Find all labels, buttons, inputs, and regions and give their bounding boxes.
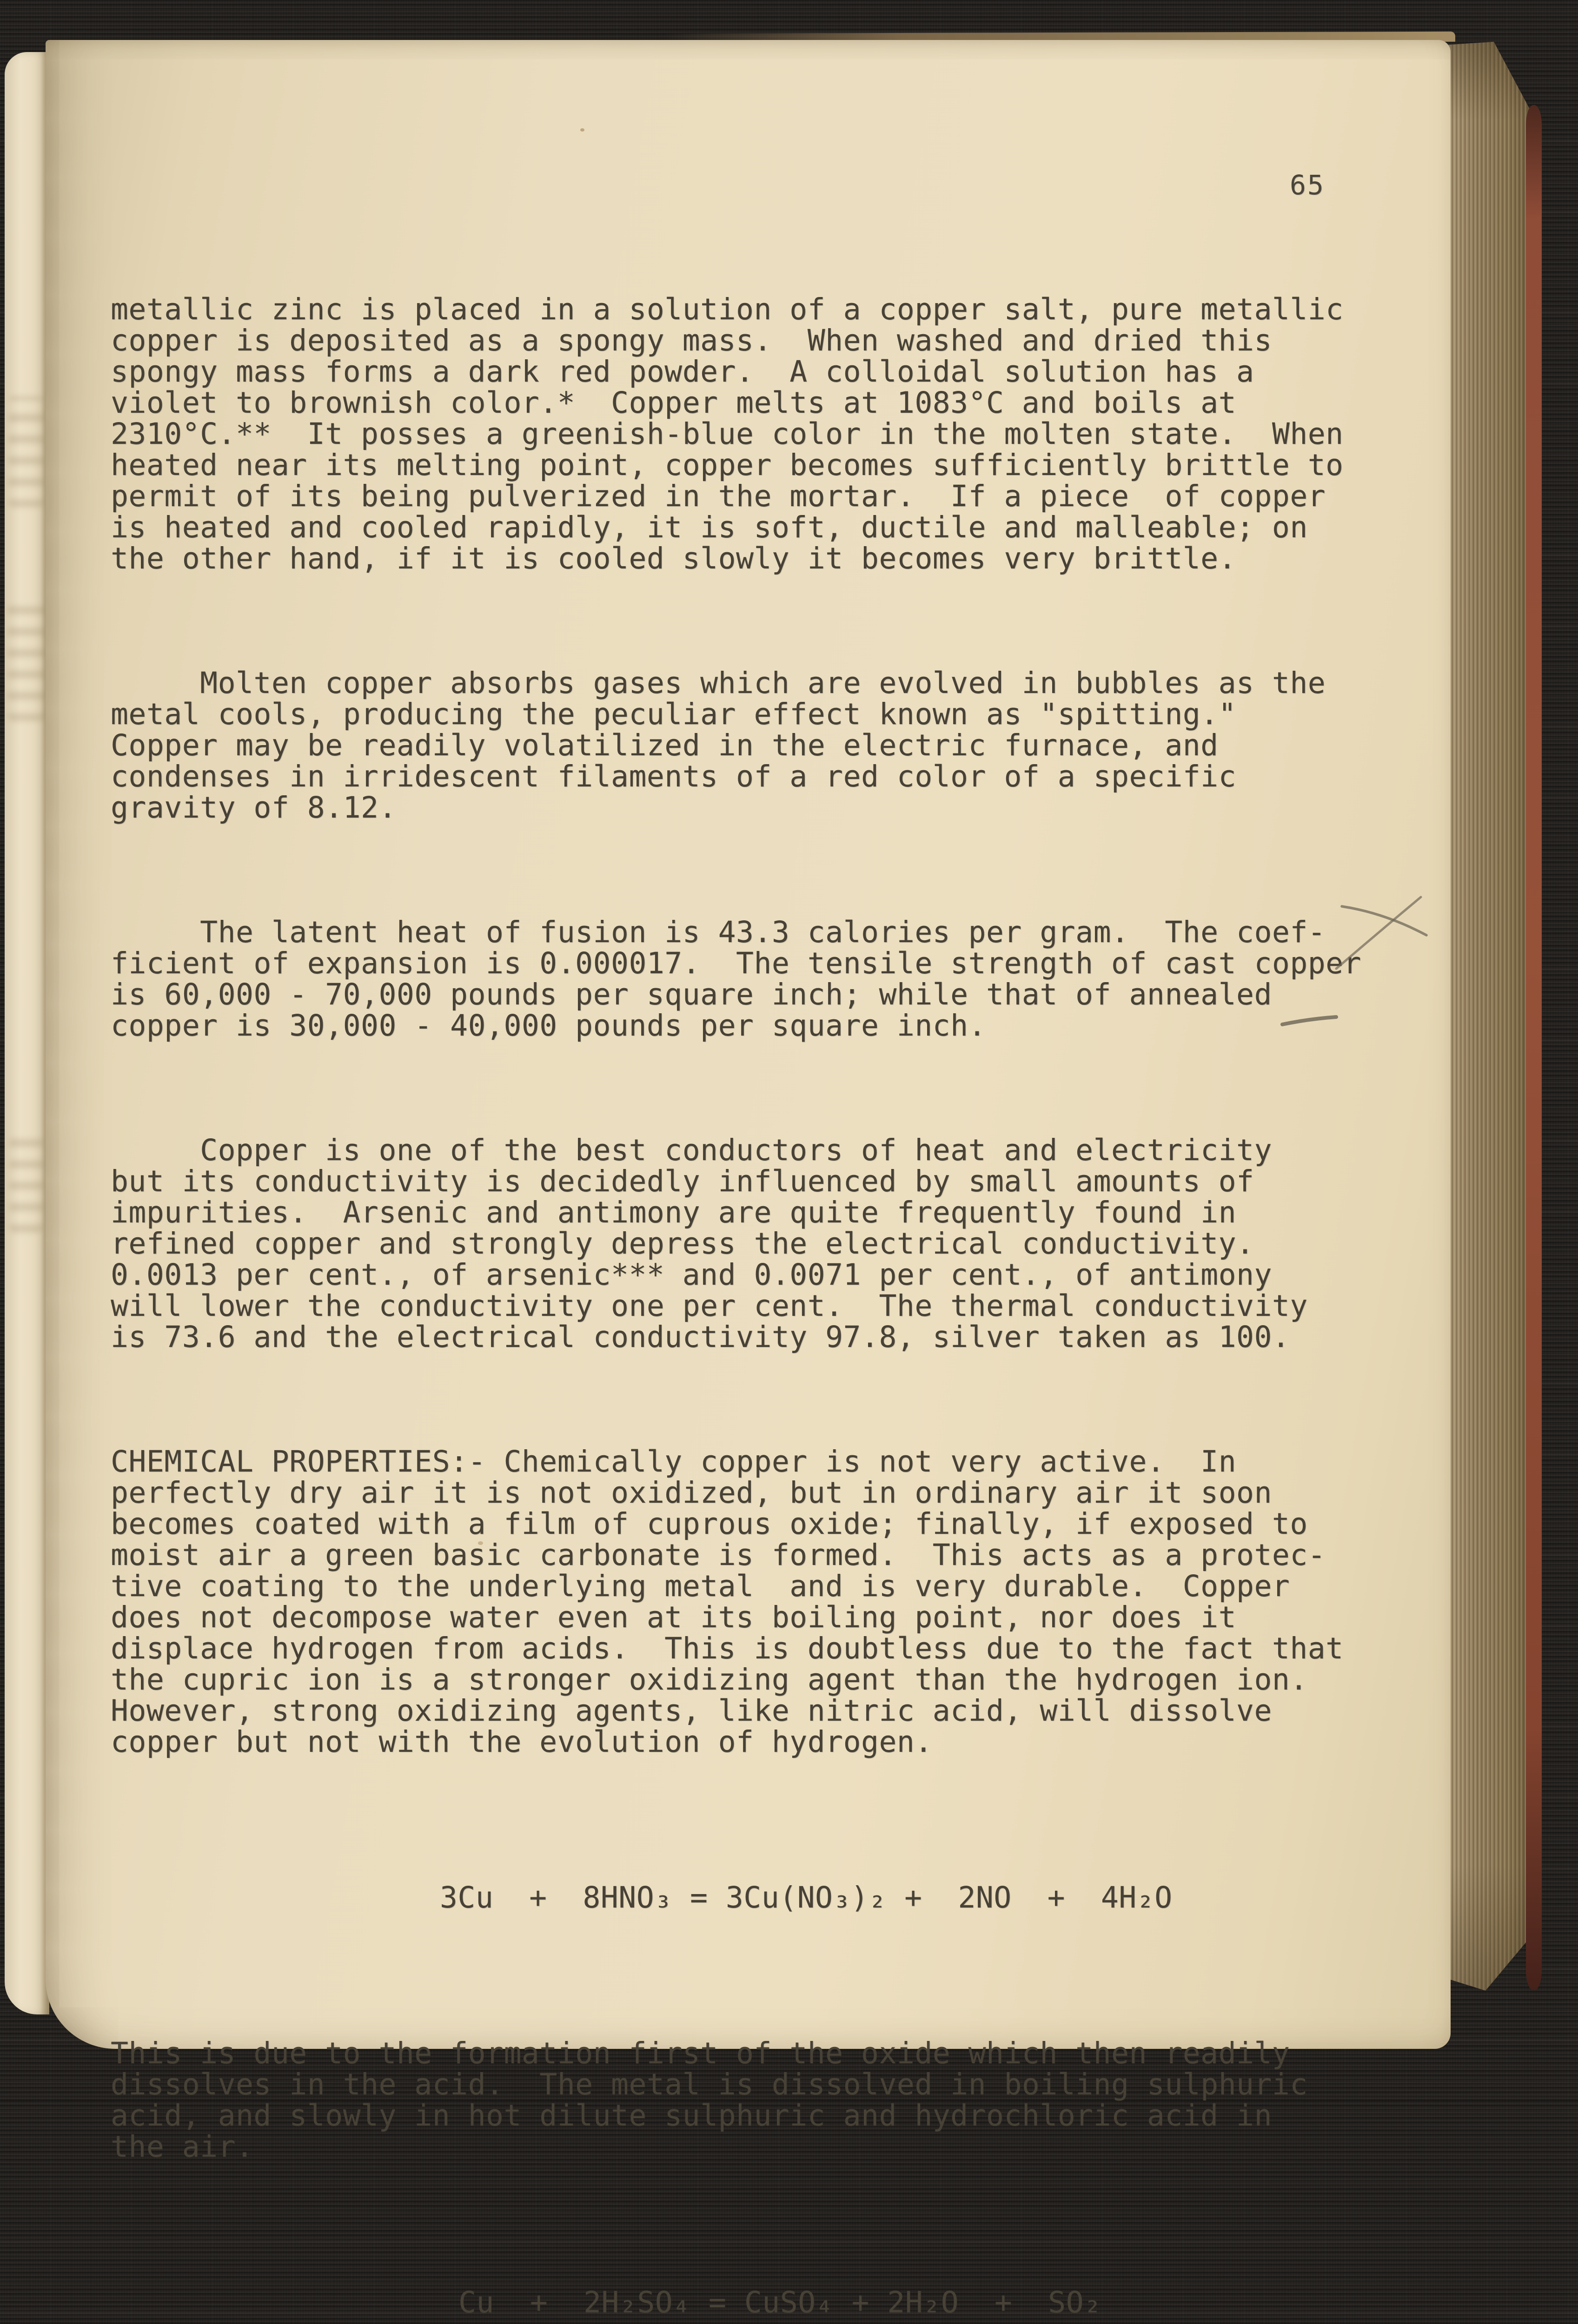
text-line: copper but not with the evolution of hydrogen. xyxy=(111,1725,933,1759)
text-line: moist air a green basic carbonate is formed. This acts as a protec- xyxy=(111,1538,1326,1572)
chemical-equation-nitric-acid: 3Cu + 8HNO₃ = 3Cu(NO₃)₂ + 2NO + 4H₂O xyxy=(440,1881,1173,1915)
text-line: However, strong oxidizing agents, like nitric acid, will dissolve xyxy=(111,1694,1272,1728)
text-line: the cupric ion is a stronger oxidizing agent than the hydrogen ion. xyxy=(111,1663,1308,1697)
text-line: metallic zinc is placed in a solution of a copper salt, pure metallic xyxy=(111,292,1344,326)
text-line: perfectly dry air it is not oxidized, but in ordinary air it soon xyxy=(111,1476,1272,1510)
text-line: displace hydrogen from acids. This is doubtless due to the fact that xyxy=(111,1631,1344,1665)
text-line: The latent heat of fusion is 43.3 calories per gram. The coef- xyxy=(111,915,1326,949)
text-line: 2310°C.** It posses a greenish-blue color in the molten state. When xyxy=(111,417,1344,451)
text-line: acid, and slowly in hot dilute sulphuric and hydrochloric acid in xyxy=(111,2099,1272,2133)
text-line: metal cools, producing the peculiar effect known as "spitting." xyxy=(111,697,1237,731)
text-line: the other hand, if it is cooled slowly it becomes very brittle. xyxy=(111,541,1237,575)
paragraph-physical-1 xyxy=(111,294,1412,574)
text-line: becomes coated with a film of cuprous oxide; finally, if exposed to xyxy=(111,1507,1308,1541)
previous-page-edge xyxy=(5,52,49,2014)
text-line: but its conductivity is decidedly influenced by small amounts of xyxy=(111,1164,1254,1198)
typewritten-text xyxy=(111,231,1412,2324)
text-line: This is due to the formation first of the oxide which then readily xyxy=(111,2036,1290,2070)
page-number: 65 xyxy=(1290,169,1325,201)
text-line: violet to brownish color.* Copper melts at 1083°C and boils at xyxy=(111,386,1237,420)
text-line: tive coating to the underlying metal and is very durable. Copper xyxy=(111,1569,1290,1603)
text-line: the air. xyxy=(111,2130,254,2164)
text-line: is 73.6 and the electrical conductivity 97.8, silver taken as 100. xyxy=(111,1320,1290,1354)
text-line: heated near its melting point, copper becomes sufficiently brittle to xyxy=(111,448,1344,482)
paragraph-conductivity xyxy=(111,1135,1412,1353)
text-line: will lower the conductivity one per cent. The thermal conductivity xyxy=(111,1289,1308,1323)
chemical-equation-sulphuric-acid: Cu + 2H₂SO₄ = CuSO₄ + 2H₂O + SO₂ xyxy=(458,2285,1102,2319)
text-line: is 60,000 - 70,000 pounds per square inch; while that of annealed xyxy=(111,977,1272,1011)
text-line: refined copper and strongly depress the electrical conductivity. xyxy=(111,1227,1254,1261)
text-line: copper is deposited as a spongy mass. When washed and dried this xyxy=(111,324,1272,357)
text-line: impurities. Arsenic and antimony are quite frequently found in xyxy=(111,1195,1237,1229)
text-line: does not decompose water even at its boiling point, nor does it xyxy=(111,1600,1237,1634)
text-line: 0.0013 per cent., of arsenic*** and 0.0071 per cent., of antimony xyxy=(111,1258,1272,1292)
text-line: is heated and cooled rapidly, it is soft, ductile and malleable; on xyxy=(111,510,1308,544)
paragraph-chemical-properties xyxy=(111,1446,1412,1757)
document-page xyxy=(46,40,1451,2319)
showthrough-smudge xyxy=(7,601,46,721)
text-line: condenses in irridescent filaments of a red color of a specific xyxy=(111,759,1237,793)
text-line: Copper is one of the best conductors of heat and electricity xyxy=(111,1133,1272,1167)
text-line: ficient of expansion is 0.000017. The tensile strength of cast copper xyxy=(111,946,1362,980)
book-cover-edge xyxy=(1526,105,1542,1990)
showthrough-smudge xyxy=(9,1130,44,1233)
book-fore-edge xyxy=(1448,42,1532,2002)
text-line: spongy mass forms a dark red powder. A colloidal solution has a xyxy=(111,355,1254,389)
text-line: dissolves in the acid. The metal is dissolved in boiling sulphuric xyxy=(111,2067,1308,2101)
text-line: permit of its being pulverized in the mortar. If a piece of copper xyxy=(111,479,1326,513)
text-line: Molten copper absorbs gases which are evolved in bubbles as the xyxy=(111,666,1326,700)
paragraph-oxide-formation xyxy=(111,2038,1412,2162)
text-line: Copper may be readily volatilized in the electric furnace, and xyxy=(111,728,1219,762)
showthrough-smudge xyxy=(8,396,45,508)
paragraph-latent-heat xyxy=(111,917,1412,1041)
text-line: CHEMICAL PROPERTIES:- Chemically copper is not very active. In xyxy=(111,1445,1237,1479)
paper-speck xyxy=(580,128,584,132)
text-line: copper is 30,000 - 40,000 pounds per square inch. xyxy=(111,1009,987,1043)
text-line: gravity of 8.12. xyxy=(111,791,397,825)
paragraph-molten-copper xyxy=(111,667,1412,823)
